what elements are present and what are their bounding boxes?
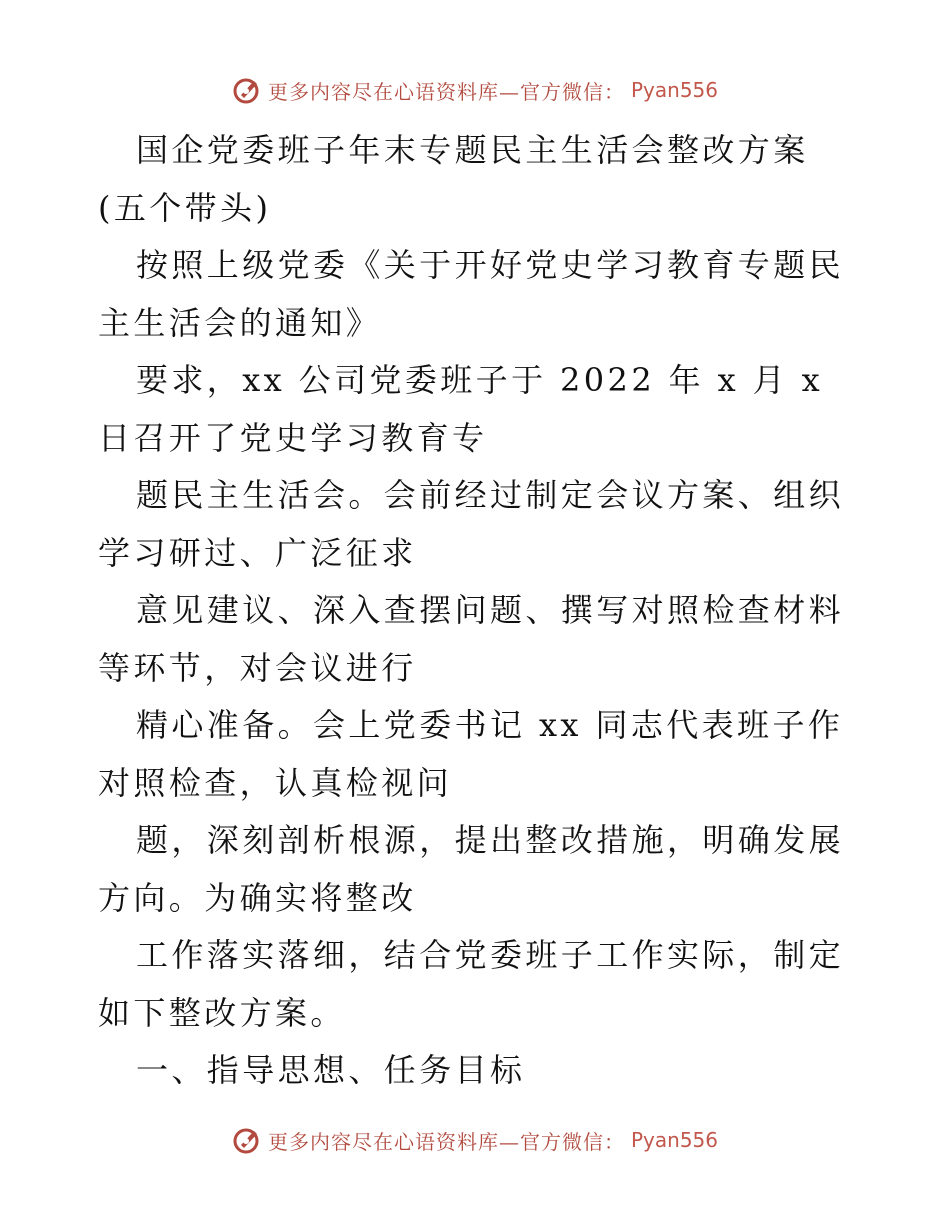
watermark-text: 更多内容尽在心语资料库—官方微信：	[267, 79, 625, 104]
watermark-logo-icon	[232, 75, 262, 105]
watermark-text: 更多内容尽在心语资料库—官方微信：	[267, 1129, 625, 1154]
document-body	[98, 122, 858, 1100]
watermark-wechat-id: Pyan556	[630, 78, 718, 102]
paragraph: 工作落实落细，结合党委班子工作实际，制定如下整改方案。	[98, 936, 845, 1032]
paragraph: 题民主生活会。会前经过制定会议方案、组织学习研过、广泛征求	[98, 476, 845, 572]
watermark-logo-icon	[232, 1125, 262, 1155]
section-heading: 一、指导思想、任务目标	[136, 1051, 526, 1089]
watermark-footer	[0, 1120, 950, 1160]
document-title: 国企党委班子年末专题民主生活会整改方案(五个带头)	[98, 131, 809, 227]
watermark-header	[0, 70, 950, 110]
paragraph: 精心准备。会上党委书记 xx 同志代表班子作对照检查，认真检视问	[98, 706, 844, 802]
paragraph: 按照上级党委《关于开好党史学习教育专题民主生活会的通知》	[98, 246, 845, 342]
watermark-wechat-id: Pyan556	[630, 1128, 718, 1152]
paragraph: 要求，xx 公司党委班子于 2022 年 x 月 x 日召开了党史学习教育专	[98, 361, 837, 457]
paragraph: 意见建议、深入查摆问题、撰写对照检查材料等环节，对会议进行	[98, 591, 845, 687]
paragraph: 题，深刻剖析根源，提出整改措施，明确发展方向。为确实将整改	[98, 821, 845, 917]
